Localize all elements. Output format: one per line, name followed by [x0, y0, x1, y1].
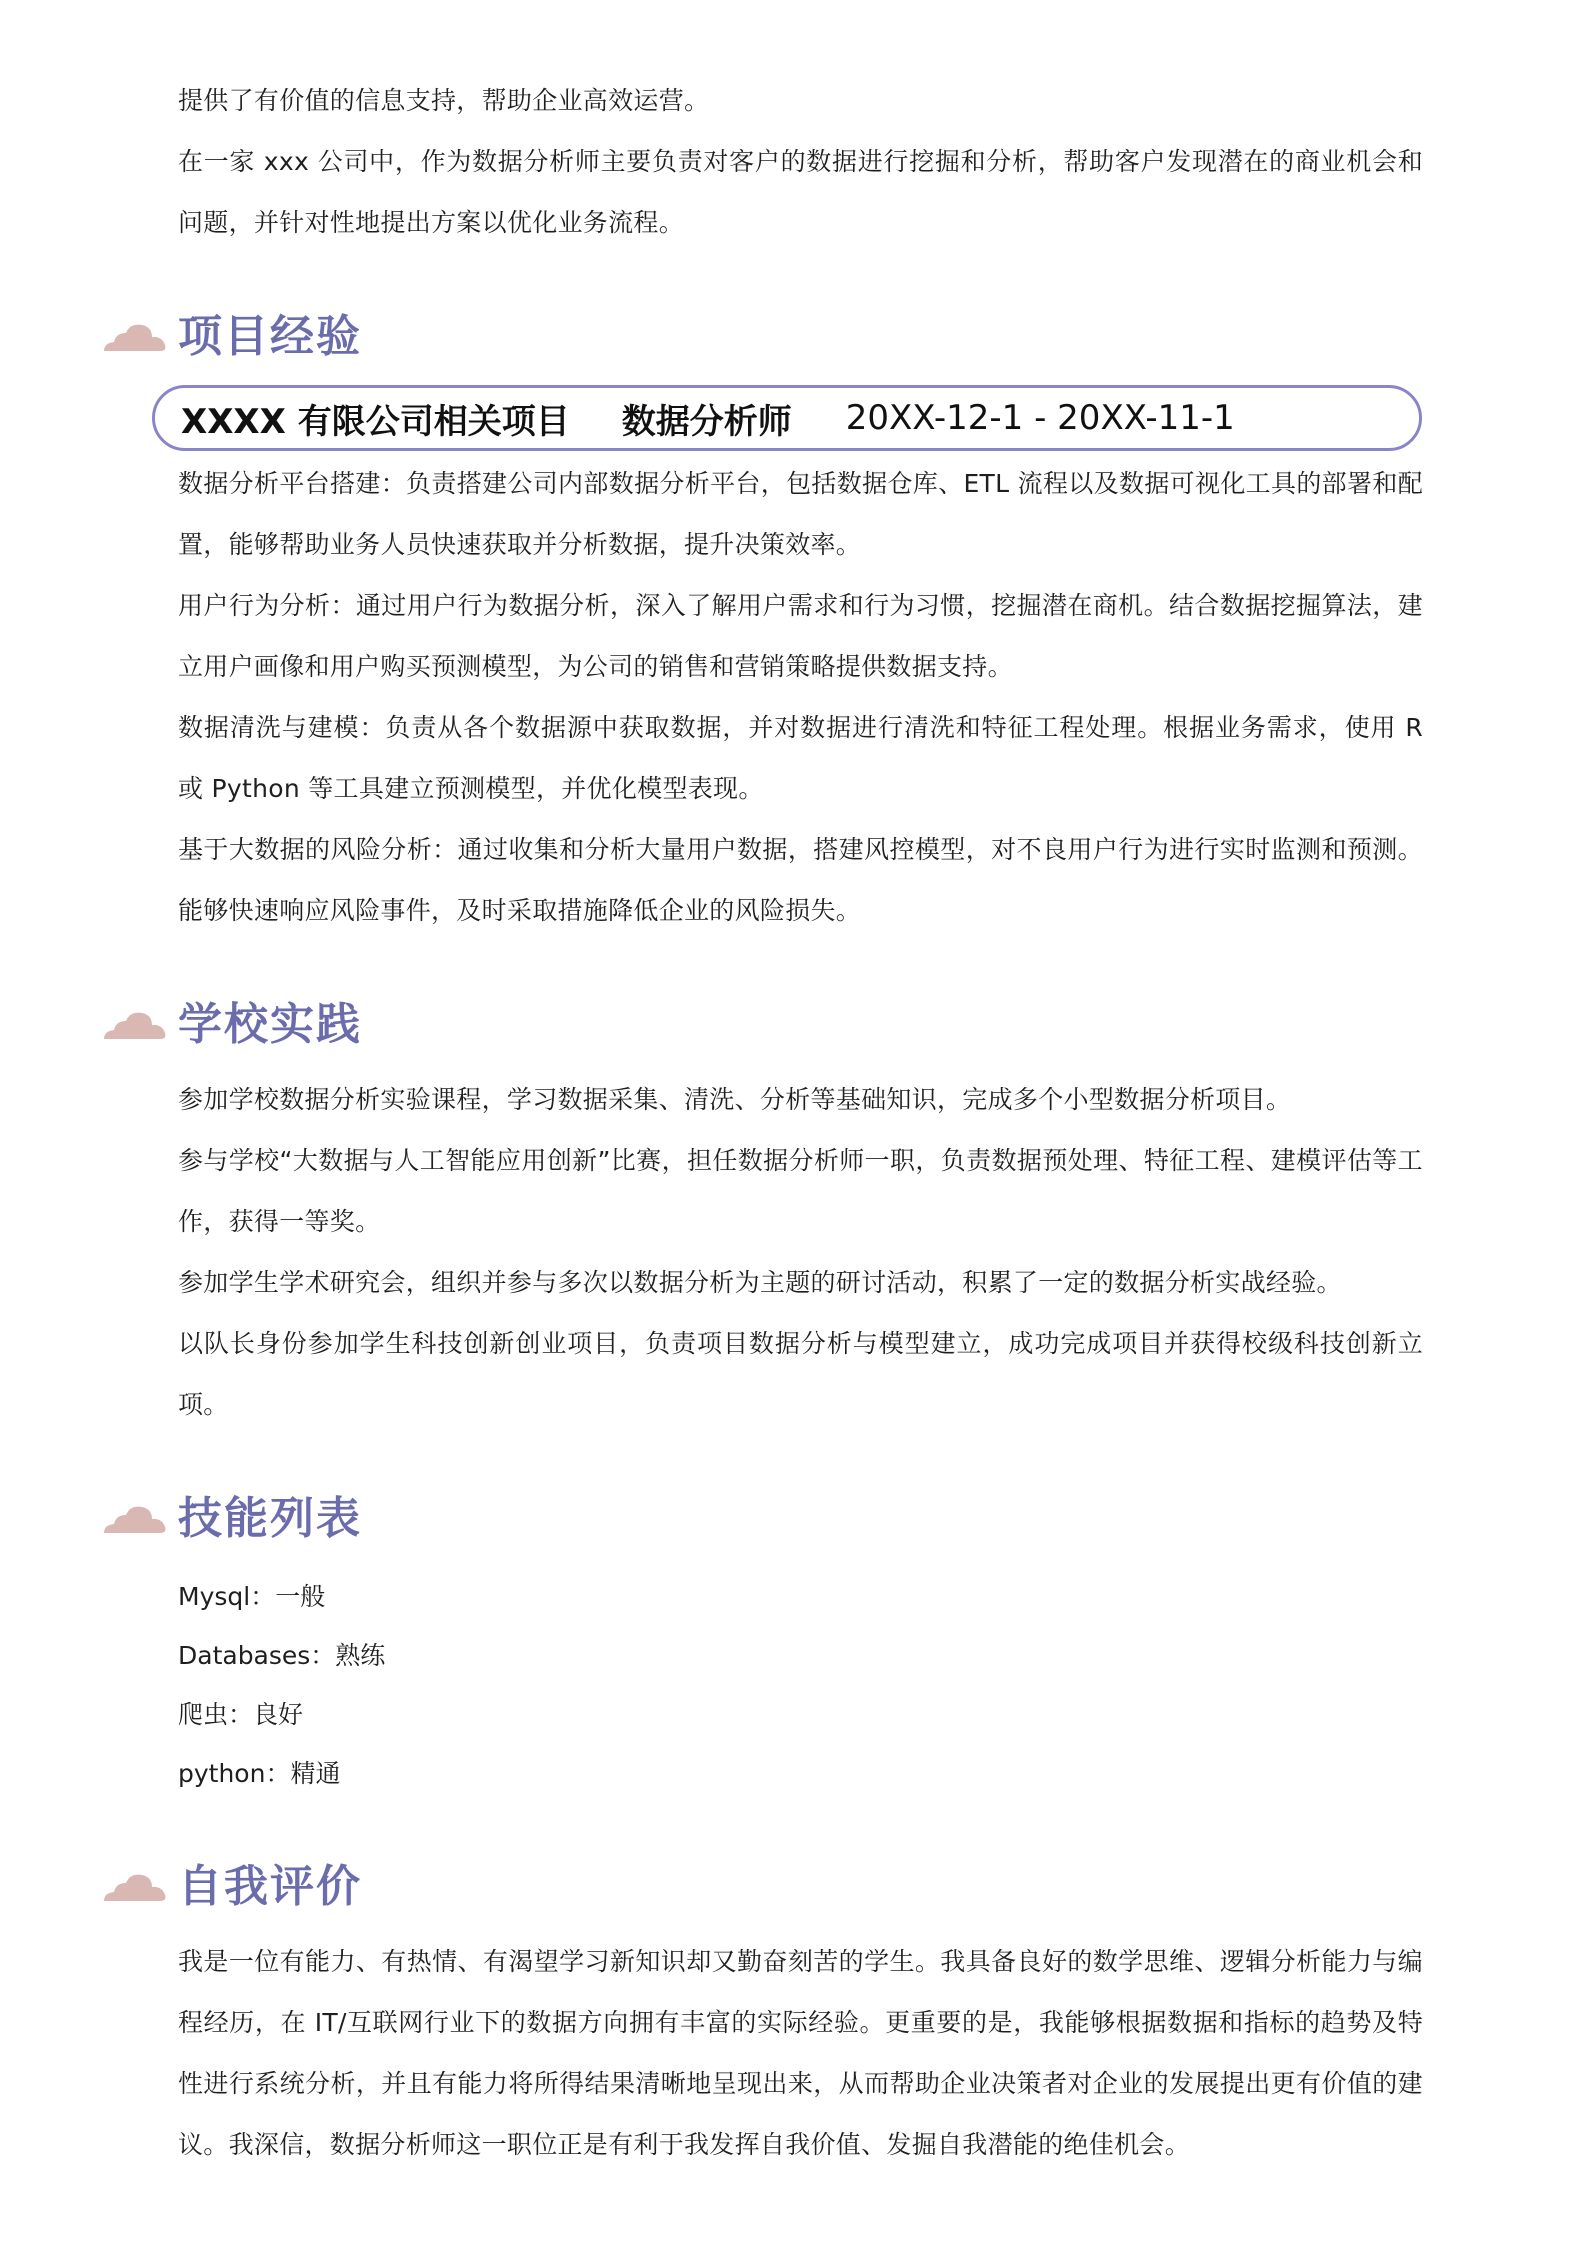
project-company: XXXX 有限公司相关项目 — [181, 401, 570, 442]
resume-content — [178, 70, 1423, 2175]
project-item: 数据清洗与建模：负责从各个数据源中获取数据，并对数据进行清洗和特征工程处理。根据业务需求，使用 R 或 Python 等工具建立预测模型，并优化模型表现。 — [178, 713, 1423, 803]
cloud-icon — [102, 1503, 168, 1537]
school-items — [178, 1069, 1423, 1435]
skill-item: python：精通 — [178, 1759, 341, 1788]
section-title: 技能列表 — [178, 1493, 362, 1544]
skill-item: Databases：熟练 — [178, 1641, 386, 1670]
intro-line: 在一家 xxx 公司中，作为数据分析师主要负责对客户的数据进行挖掘和分析，帮助客户发现潜在的商业机会和问题，并针对性地提出方案以优化业务流程。 — [178, 147, 1423, 237]
cloud-icon — [102, 321, 168, 355]
section-header-skills — [178, 1485, 1423, 1557]
work-experience-continuation — [178, 70, 1423, 253]
project-items — [178, 453, 1423, 941]
self-evaluation-text: 我是一位有能力、有热情、有渴望学习新知识却又勤奋刻苦的学生。我具备良好的数学思维、逻辑分析能力与编程经历，在 IT/互联网行业下的数据方向拥有丰富的实际经验。更重要的是，我能够根据数据和指标的趋势及特性进行系统分析，并且有能力将所得结果清晰地呈现出来，从而帮助企业决策者对企业的发展提出更有价值的建议。我深信，数据分析师这一职位正是有利于我发挥自我价值、发掘自我潜能的绝佳机会。 — [178, 1947, 1423, 2159]
project-header-bar — [152, 385, 1422, 451]
section-header-projects — [178, 303, 1423, 375]
project-item: 用户行为分析：通过用户行为数据分析，深入了解用户需求和行为习惯，挖掘潜在商机。结合数据挖掘算法，建立用户画像和用户购买预测模型，为公司的销售和营销策略提供数据支持。 — [178, 591, 1423, 681]
school-item: 参加学生学术研究会，组织并参与多次以数据分析为主题的研讨活动，积累了一定的数据分析实战经验。 — [178, 1268, 1342, 1297]
school-item: 以队长身份参加学生科技创新创业项目，负责项目数据分析与模型建立，成功完成项目并获得校级科技创新立项。 — [178, 1329, 1423, 1419]
intro-line: 提供了有价值的信息支持，帮助企业高效运营。 — [178, 86, 710, 115]
skill-item: Mysql：一般 — [178, 1582, 326, 1611]
project-item: 数据分析平台搭建：负责搭建公司内部数据分析平台，包括数据仓库、ETL 流程以及数据可视化工具的部署和配置，能够帮助业务人员快速获取并分析数据，提升决策效率。 — [178, 469, 1423, 559]
skill-item: 爬虫：良好 — [178, 1700, 304, 1729]
section-title: 学校实践 — [178, 999, 362, 1050]
section-title: 项目经验 — [178, 311, 362, 362]
cloud-icon — [102, 1009, 168, 1043]
project-role: 数据分析师 — [621, 401, 792, 442]
section-header-self — [178, 1853, 1423, 1925]
section-header-school — [178, 991, 1423, 1063]
project-dates: 20XX-12-1 - 20XX-11-1 — [845, 398, 1235, 438]
school-item: 参与学校“大数据与人工智能应用创新”比赛，担任数据分析师一职，负责数据预处理、特征工程、建模评估等工作，获得一等奖。 — [178, 1146, 1423, 1236]
project-item: 基于大数据的风险分析：通过收集和分析大量用户数据，搭建风控模型，对不良用户行为进行实时监测和预测。能够快速响应风险事件，及时采取措施降低企业的风险损失。 — [178, 835, 1423, 925]
section-title: 自我评价 — [178, 1861, 362, 1912]
cloud-icon — [102, 1871, 168, 1905]
skill-list — [178, 1567, 1423, 1803]
school-item: 参加学校数据分析实验课程，学习数据采集、清洗、分析等基础知识，完成多个小型数据分析项目。 — [178, 1085, 1292, 1114]
